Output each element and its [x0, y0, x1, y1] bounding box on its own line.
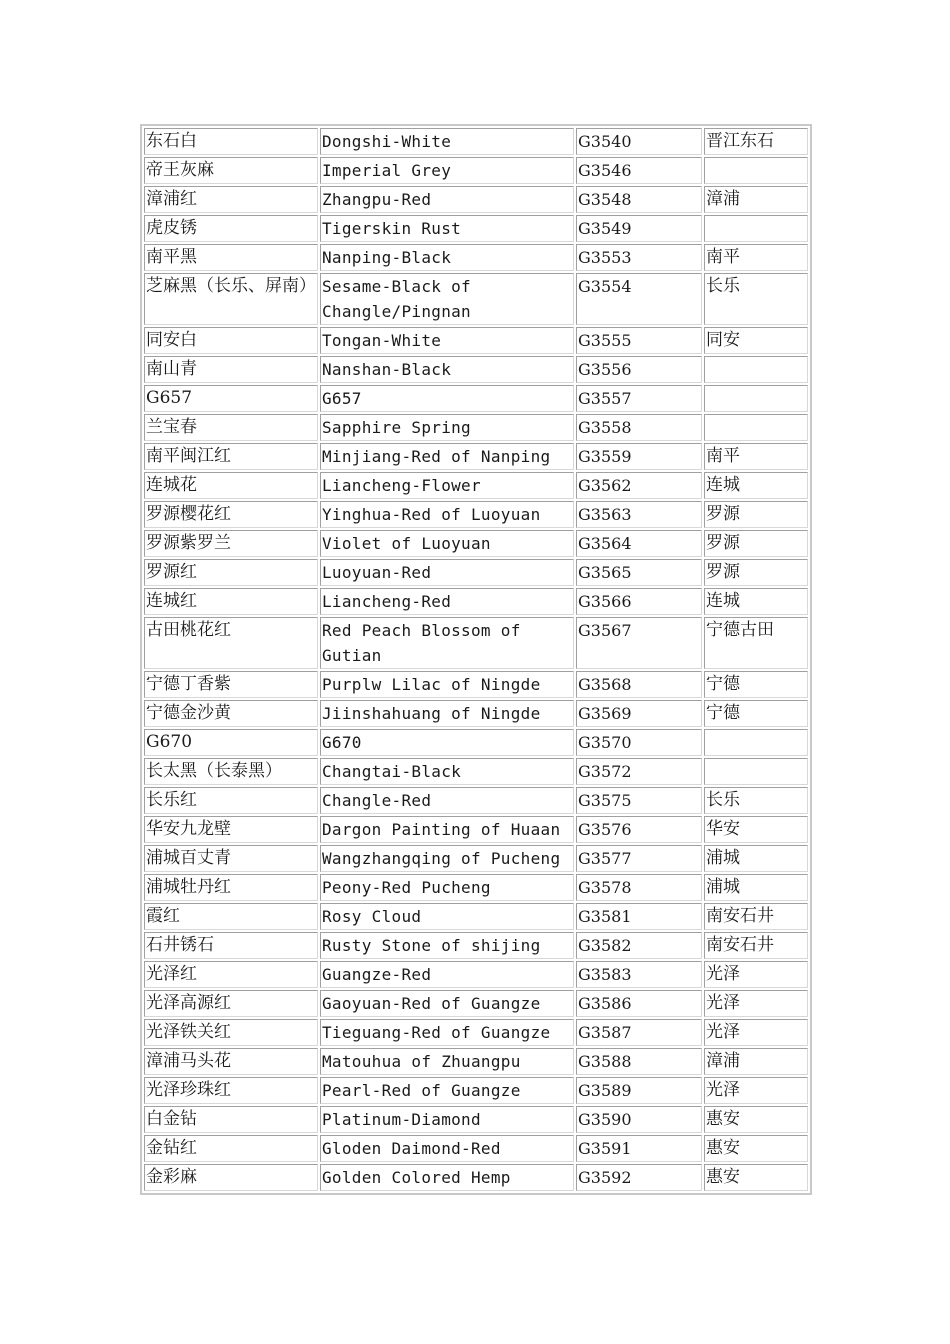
code-cell: G3582 [576, 932, 702, 959]
chinese-name-cell: 宁德金沙黄 [144, 700, 318, 727]
table-row [144, 443, 808, 470]
origin-cell: 罗源 [704, 501, 808, 528]
code-cell: G3578 [576, 874, 702, 901]
english-name-cell: Matouhua of Zhuangpu [320, 1048, 574, 1075]
chinese-name-cell: 长太黑（长泰黑） [144, 758, 318, 785]
chinese-name-cell: 霞红 [144, 903, 318, 930]
chinese-name-cell: 光泽红 [144, 961, 318, 988]
code-cell: G3549 [576, 215, 702, 242]
code-cell: G3563 [576, 501, 702, 528]
origin-cell [704, 215, 808, 242]
table-row [144, 327, 808, 354]
chinese-name-cell: 漳浦红 [144, 186, 318, 213]
english-name-cell: Luoyuan-Red [320, 559, 574, 586]
english-name-cell: G670 [320, 729, 574, 756]
origin-cell: 漳浦 [704, 1048, 808, 1075]
chinese-name-cell: 兰宝春 [144, 414, 318, 441]
english-name-cell: Changtai-Black [320, 758, 574, 785]
code-cell: G3577 [576, 845, 702, 872]
chinese-name-cell: 石井锈石 [144, 932, 318, 959]
code-cell: G3591 [576, 1135, 702, 1162]
table-row [144, 385, 808, 412]
origin-cell: 连城 [704, 472, 808, 499]
table-row [144, 1164, 808, 1191]
origin-cell: 浦城 [704, 874, 808, 901]
english-name-cell: Dargon Painting of Huaan [320, 816, 574, 843]
english-name-cell: Sesame-Black of Changle/Pingnan [320, 273, 574, 325]
chinese-name-cell: 南平黑 [144, 244, 318, 271]
code-cell: G3558 [576, 414, 702, 441]
origin-cell: 晋江东石 [704, 128, 808, 155]
chinese-name-cell: 罗源樱花红 [144, 501, 318, 528]
table-row [144, 671, 808, 698]
table-row [144, 816, 808, 843]
table-body [144, 128, 808, 1191]
chinese-name-cell: 虎皮锈 [144, 215, 318, 242]
code-cell: G3572 [576, 758, 702, 785]
origin-cell: 惠安 [704, 1135, 808, 1162]
table-row [144, 903, 808, 930]
table-row [144, 845, 808, 872]
chinese-name-cell: 连城红 [144, 588, 318, 615]
english-name-cell: Red Peach Blossom of Gutian [320, 617, 574, 669]
chinese-name-cell: 连城花 [144, 472, 318, 499]
table-row [144, 157, 808, 184]
english-name-cell: Tigerskin Rust [320, 215, 574, 242]
code-cell: G3564 [576, 530, 702, 557]
code-cell: G3559 [576, 443, 702, 470]
chinese-name-cell: 白金钻 [144, 1106, 318, 1133]
table-row [144, 186, 808, 213]
code-cell: G3553 [576, 244, 702, 271]
english-name-cell: Minjiang-Red of Nanping [320, 443, 574, 470]
code-cell: G3583 [576, 961, 702, 988]
table-row [144, 128, 808, 155]
english-name-cell: Guangze-Red [320, 961, 574, 988]
origin-cell: 光泽 [704, 990, 808, 1017]
origin-cell [704, 414, 808, 441]
english-name-cell: Liancheng-Flower [320, 472, 574, 499]
table-row [144, 1106, 808, 1133]
origin-cell: 南安石井 [704, 932, 808, 959]
table-row [144, 215, 808, 242]
english-name-cell: Zhangpu-Red [320, 186, 574, 213]
chinese-name-cell: 金钻红 [144, 1135, 318, 1162]
english-name-cell: Nanping-Black [320, 244, 574, 271]
chinese-name-cell: 南平闽江红 [144, 443, 318, 470]
origin-cell: 惠安 [704, 1106, 808, 1133]
code-cell: G3554 [576, 273, 702, 325]
origin-cell: 宁德 [704, 700, 808, 727]
table-row [144, 1135, 808, 1162]
chinese-name-cell: 帝王灰麻 [144, 157, 318, 184]
english-name-cell: Nanshan-Black [320, 356, 574, 383]
english-name-cell: Violet of Luoyuan [320, 530, 574, 557]
code-cell: G3586 [576, 990, 702, 1017]
origin-cell: 宁德古田 [704, 617, 808, 669]
origin-cell: 光泽 [704, 1019, 808, 1046]
table-row [144, 588, 808, 615]
origin-cell [704, 385, 808, 412]
table-row [144, 932, 808, 959]
code-cell: G3581 [576, 903, 702, 930]
code-cell: G3555 [576, 327, 702, 354]
english-name-cell: Yinghua-Red of Luoyuan [320, 501, 574, 528]
origin-cell: 惠安 [704, 1164, 808, 1191]
chinese-name-cell: 东石白 [144, 128, 318, 155]
code-cell: G3588 [576, 1048, 702, 1075]
chinese-name-cell: 宁德丁香紫 [144, 671, 318, 698]
chinese-name-cell: G657 [144, 385, 318, 412]
origin-cell: 南平 [704, 244, 808, 271]
code-cell: G3557 [576, 385, 702, 412]
origin-cell: 长乐 [704, 787, 808, 814]
chinese-name-cell: 芝麻黑（长乐、屏南） [144, 273, 318, 325]
chinese-name-cell: 罗源红 [144, 559, 318, 586]
chinese-name-cell: 南山青 [144, 356, 318, 383]
table-row [144, 874, 808, 901]
english-name-cell: Imperial Grey [320, 157, 574, 184]
english-name-cell: Rosy Cloud [320, 903, 574, 930]
code-cell: G3540 [576, 128, 702, 155]
chinese-name-cell: 浦城牡丹红 [144, 874, 318, 901]
code-cell: G3566 [576, 588, 702, 615]
origin-cell: 华安 [704, 816, 808, 843]
english-name-cell: Wangzhangqing of Pucheng [320, 845, 574, 872]
chinese-name-cell: 光泽珍珠红 [144, 1077, 318, 1104]
english-name-cell: Golden Colored Hemp [320, 1164, 574, 1191]
code-cell: G3592 [576, 1164, 702, 1191]
english-name-cell: Dongshi-White [320, 128, 574, 155]
chinese-name-cell: 同安白 [144, 327, 318, 354]
code-cell: G3548 [576, 186, 702, 213]
english-name-cell: Purplw Lilac of Ningde [320, 671, 574, 698]
table-row [144, 414, 808, 441]
code-cell: G3556 [576, 356, 702, 383]
table-row [144, 1077, 808, 1104]
origin-cell: 光泽 [704, 1077, 808, 1104]
table-row [144, 356, 808, 383]
table-row [144, 1019, 808, 1046]
english-name-cell: Tongan-White [320, 327, 574, 354]
chinese-name-cell: 光泽高源红 [144, 990, 318, 1017]
chinese-name-cell: 古田桃花红 [144, 617, 318, 669]
code-cell: G3568 [576, 671, 702, 698]
origin-cell: 罗源 [704, 530, 808, 557]
chinese-name-cell: G670 [144, 729, 318, 756]
origin-cell: 连城 [704, 588, 808, 615]
origin-cell: 罗源 [704, 559, 808, 586]
english-name-cell: Rusty Stone of shijing [320, 932, 574, 959]
english-name-cell: Liancheng-Red [320, 588, 574, 615]
chinese-name-cell: 金彩麻 [144, 1164, 318, 1191]
english-name-cell: Jiinshahuang of Ningde [320, 700, 574, 727]
origin-cell: 同安 [704, 327, 808, 354]
table-row [144, 990, 808, 1017]
table-row [144, 729, 808, 756]
english-name-cell: Sapphire Spring [320, 414, 574, 441]
english-name-cell: Tieguang-Red of Guangze [320, 1019, 574, 1046]
chinese-name-cell: 罗源紫罗兰 [144, 530, 318, 557]
code-cell: G3587 [576, 1019, 702, 1046]
table-row [144, 501, 808, 528]
code-cell: G3567 [576, 617, 702, 669]
chinese-name-cell: 浦城百丈青 [144, 845, 318, 872]
origin-cell: 长乐 [704, 273, 808, 325]
origin-cell: 南平 [704, 443, 808, 470]
table-row [144, 758, 808, 785]
table-row [144, 244, 808, 271]
table-row [144, 961, 808, 988]
origin-cell [704, 758, 808, 785]
chinese-name-cell: 长乐红 [144, 787, 318, 814]
code-cell: G3570 [576, 729, 702, 756]
chinese-name-cell: 华安九龙壁 [144, 816, 318, 843]
english-name-cell: Pearl-Red of Guangze [320, 1077, 574, 1104]
table-row [144, 530, 808, 557]
chinese-name-cell: 光泽铁关红 [144, 1019, 318, 1046]
code-cell: G3576 [576, 816, 702, 843]
chinese-name-cell: 漳浦马头花 [144, 1048, 318, 1075]
granite-table [140, 124, 812, 1195]
english-name-cell: Peony-Red Pucheng [320, 874, 574, 901]
code-cell: G3546 [576, 157, 702, 184]
code-cell: G3575 [576, 787, 702, 814]
english-name-cell: Gaoyuan-Red of Guangze [320, 990, 574, 1017]
origin-cell: 南安石井 [704, 903, 808, 930]
origin-cell: 浦城 [704, 845, 808, 872]
code-cell: G3562 [576, 472, 702, 499]
table-row [144, 617, 808, 669]
table-row [144, 787, 808, 814]
table-row [144, 559, 808, 586]
table-row [144, 1048, 808, 1075]
origin-cell [704, 356, 808, 383]
code-cell: G3589 [576, 1077, 702, 1104]
english-name-cell: Gloden Daimond-Red [320, 1135, 574, 1162]
origin-cell [704, 729, 808, 756]
code-cell: G3590 [576, 1106, 702, 1133]
english-name-cell: Platinum-Diamond [320, 1106, 574, 1133]
origin-cell: 宁德 [704, 671, 808, 698]
origin-cell [704, 157, 808, 184]
origin-cell: 光泽 [704, 961, 808, 988]
origin-cell: 漳浦 [704, 186, 808, 213]
table-row [144, 700, 808, 727]
code-cell: G3569 [576, 700, 702, 727]
table-row [144, 472, 808, 499]
english-name-cell: G657 [320, 385, 574, 412]
english-name-cell: Changle-Red [320, 787, 574, 814]
code-cell: G3565 [576, 559, 702, 586]
table-row [144, 273, 808, 325]
